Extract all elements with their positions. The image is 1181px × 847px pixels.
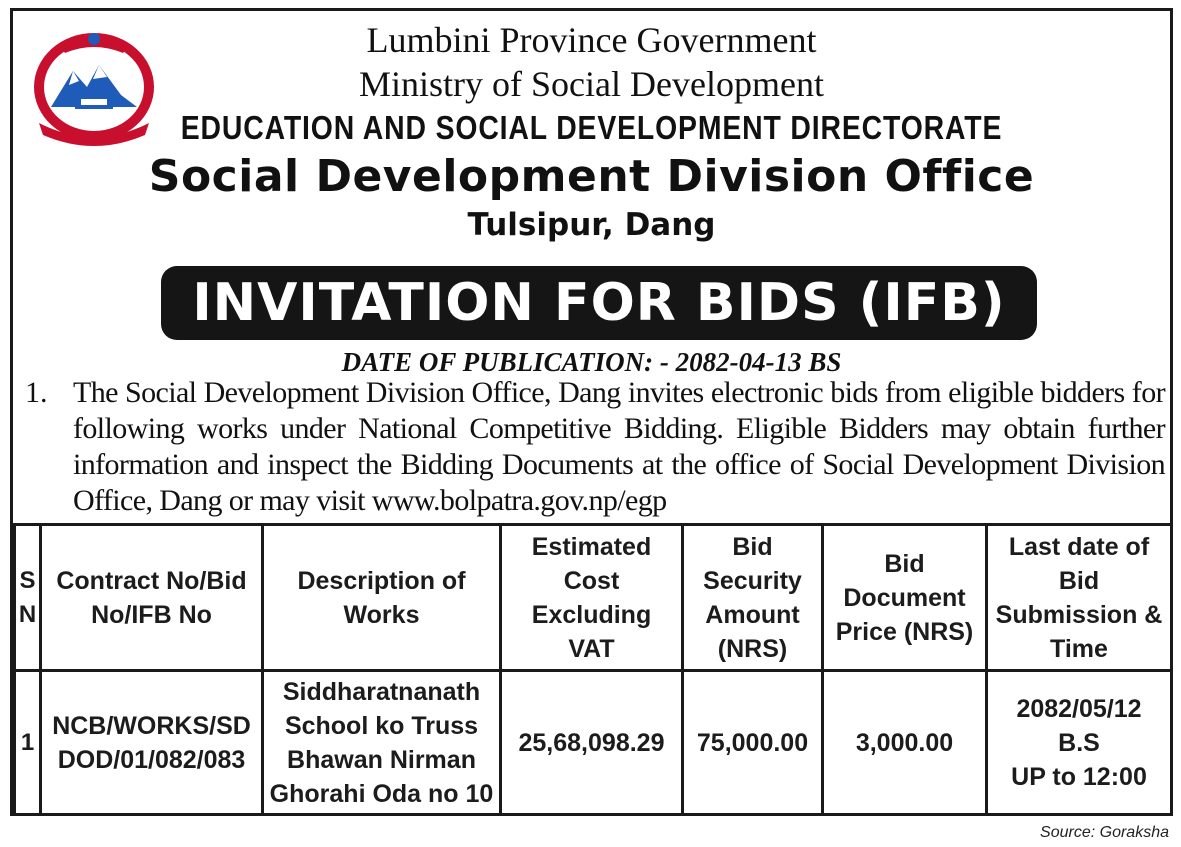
cell-sn: 1 xyxy=(15,671,41,815)
cell-contract-no: NCB/WORKS/SD DOD/01/082/083 xyxy=(41,671,263,815)
ifb-title-banner: INVITATION FOR BIDS (IFB) xyxy=(161,266,1037,340)
notice-paragraph xyxy=(25,375,1165,519)
paragraph-number: 1. xyxy=(25,376,48,409)
header-contract-no: Contract No/Bid No/IFB No xyxy=(41,525,263,671)
header-sn: S N xyxy=(15,525,41,671)
cell-document-price: 3,000.00 xyxy=(823,671,987,815)
cell-description: Siddharatnanath School ko Truss Bhawan Nirman Ghorahi Oda no 10 xyxy=(263,671,501,815)
ministry-name: Ministry of Social Development xyxy=(359,64,824,104)
publication-date: DATE OF PUBLICATION: - 2082-04-13 BS xyxy=(341,347,842,377)
directorate-name: EDUCATION AND SOCIAL DEVELOPMENT DIRECTORATE xyxy=(180,109,1003,146)
header-last-date: Last date of Bid Submission & Time xyxy=(987,525,1172,671)
header-description: Description of Works xyxy=(263,525,501,671)
office-name: Social Development Division Office xyxy=(148,151,1035,202)
notice-frame xyxy=(10,8,1173,816)
bids-table xyxy=(13,523,1173,816)
cell-bid-security: 75,000.00 xyxy=(683,671,823,815)
table-row xyxy=(15,671,1172,815)
header-estimated-cost: Estimated Cost Excluding VAT xyxy=(501,525,683,671)
cell-last-date: 2082/05/12 B.S UP to 12:00 xyxy=(987,671,1172,815)
paragraph-text: The Social Development Division Office, Dang invites electronic bids from eligible bidders for following works under National Competitive Bidding. Eligible Bidders may obtain further information and inspect the Bidding Documents at the office of Social Development Division Office, Dang or may visit www.bolpatra.gov.np/egp xyxy=(73,376,1165,517)
province-name: Lumbini Province Government xyxy=(366,20,817,60)
office-location: Tulsipur, Dang xyxy=(467,207,716,243)
table-header-row xyxy=(15,525,1172,671)
source-credit: Source: Goraksha xyxy=(1040,824,1169,841)
header-document-price: Bid Document Price (NRS) xyxy=(823,525,987,671)
cell-estimated-cost: 25,68,098.29 xyxy=(501,671,683,815)
header-bid-security: Bid Security Amount (NRS) xyxy=(683,525,823,671)
